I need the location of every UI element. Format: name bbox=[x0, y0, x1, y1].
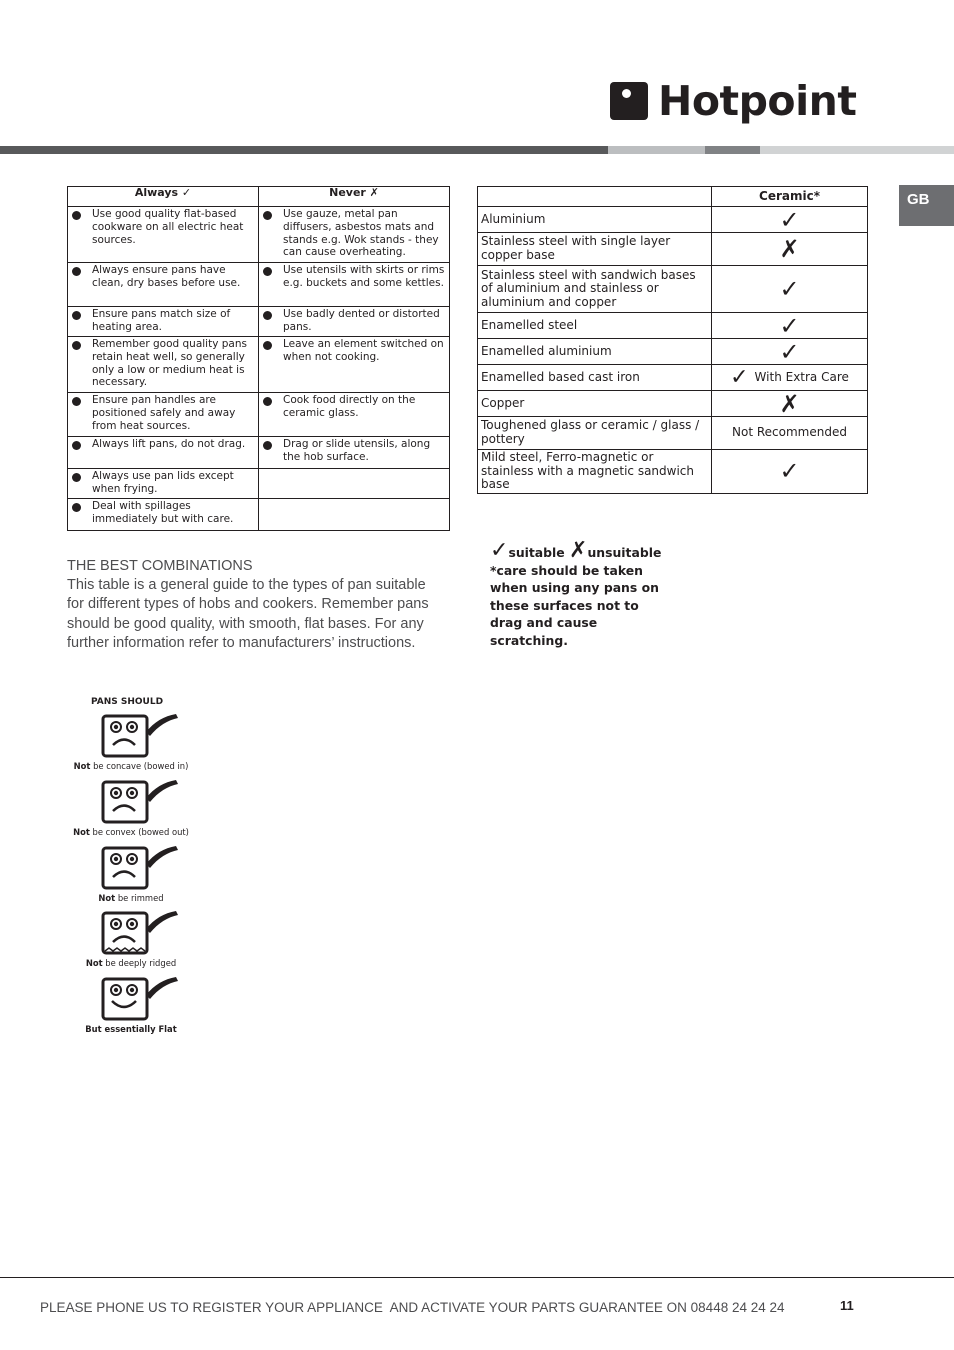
page-number: 11 bbox=[840, 1298, 854, 1313]
material-name: Enamelled based cast iron bbox=[478, 365, 712, 391]
bullet-icon bbox=[68, 470, 92, 496]
check-icon: ✓ bbox=[779, 457, 800, 486]
bullet-icon bbox=[68, 500, 92, 526]
legend bbox=[490, 538, 670, 649]
never-header: Never ✗ bbox=[259, 187, 450, 207]
always-item: Ensure pan handles are positioned safely and away from heat sources. bbox=[92, 394, 236, 432]
table-row bbox=[68, 307, 450, 337]
always-item: Always use pan lids except when frying. bbox=[92, 470, 234, 495]
material-name: Enamelled aluminium bbox=[478, 339, 712, 365]
bullet-icon bbox=[259, 208, 283, 259]
header-stripe bbox=[0, 146, 954, 154]
never-item: Use gauze, metal pan diffusers, asbestos mats and stands e.g. Wok stands - they can cause overheating. bbox=[283, 208, 439, 259]
check-icon: ✓ bbox=[779, 205, 800, 234]
always-item: Deal with spillages immediately but with care. bbox=[92, 500, 234, 525]
bullet-icon bbox=[68, 308, 92, 334]
check-icon: ✓ bbox=[779, 311, 800, 340]
material-name: Enamelled steel bbox=[478, 313, 712, 339]
bullet-icon bbox=[259, 264, 283, 290]
table-row bbox=[68, 437, 450, 469]
pan-rimmed: Not be rimmed bbox=[60, 842, 202, 903]
table-row bbox=[478, 313, 868, 339]
care-note: With Extra Care bbox=[754, 369, 849, 384]
always-item: Use good quality flat-based cookware on all electric heat sources. bbox=[92, 208, 244, 246]
material-name: Toughened glass or ceramic / glass / pottery bbox=[478, 417, 712, 450]
table-row bbox=[478, 233, 868, 266]
ceramic-header: Ceramic* bbox=[712, 187, 868, 207]
check-icon: ✓ bbox=[779, 275, 800, 303]
ceramic-suitability-table bbox=[477, 186, 868, 494]
bullet-icon bbox=[68, 208, 92, 246]
not-recommended-text: Not Recommended bbox=[732, 425, 847, 440]
sad-pan-icon bbox=[100, 842, 180, 892]
never-item: Use badly dented or distorted pans. bbox=[283, 308, 440, 333]
never-item: Use utensils with skirts or rims e.g. buckets and some kettles. bbox=[283, 264, 445, 289]
bullet-icon bbox=[259, 308, 283, 334]
table-row bbox=[478, 365, 868, 391]
material-name: Stainless steel with sandwich bases of aluminium and stainless or aluminium and copper bbox=[478, 266, 712, 313]
table-row bbox=[68, 499, 450, 531]
table-row bbox=[478, 207, 868, 233]
material-name: Aluminium bbox=[478, 207, 712, 233]
cross-icon: ✗ bbox=[779, 235, 800, 263]
never-item: Cook food directly on the ceramic glass. bbox=[283, 394, 416, 419]
happy-pan-icon bbox=[100, 973, 180, 1023]
check-icon: ✓ bbox=[779, 337, 800, 366]
bullet-icon bbox=[68, 264, 92, 290]
hotpoint-logo bbox=[610, 76, 856, 126]
always-item: Always lift pans, do not drag. bbox=[92, 438, 246, 450]
table-row bbox=[478, 391, 868, 417]
table-row bbox=[68, 469, 450, 499]
bullet-icon bbox=[259, 394, 283, 420]
footer-divider bbox=[0, 1277, 954, 1278]
always-never-table bbox=[67, 186, 450, 531]
table-row bbox=[478, 450, 868, 494]
bullet-icon bbox=[259, 438, 283, 464]
pan-convex: Not be convex (bowed out) bbox=[60, 776, 202, 837]
table-row bbox=[478, 266, 868, 313]
language-tab: GB bbox=[899, 185, 954, 226]
legend-suitable: suitable bbox=[508, 545, 565, 560]
always-header: Always ✓ bbox=[68, 187, 259, 207]
table-row bbox=[478, 417, 868, 450]
section-title: THE BEST COMBINATIONS bbox=[67, 558, 253, 574]
section-body: This table is a general guide to the types of pan suitable for different types of hobs and cookers. Remember pans should be good quality, with smooth, flat bases. For any further information refer to manufacturers’ instructions. bbox=[67, 577, 429, 651]
bullet-icon bbox=[68, 338, 92, 389]
table-row bbox=[68, 393, 450, 437]
legend-unsuitable: unsuitable bbox=[587, 545, 662, 560]
sad-pan-icon bbox=[100, 907, 180, 957]
cross-icon: ✗ bbox=[569, 538, 588, 563]
bullet-icon bbox=[68, 394, 92, 432]
never-item: Drag or slide utensils, along the hob surface. bbox=[283, 438, 431, 463]
bullet-icon bbox=[259, 338, 283, 364]
material-name: Copper bbox=[478, 391, 712, 417]
sad-pan-icon bbox=[100, 710, 180, 760]
pans-title: PANS SHOULD bbox=[91, 697, 164, 707]
check-icon: ✓ bbox=[730, 364, 749, 390]
material-name: Mild steel, Ferro-magnetic or stainless with a magnetic sandwich base bbox=[478, 450, 712, 494]
always-item: Always ensure pans have clean, dry bases before use. bbox=[92, 264, 241, 289]
table-row bbox=[68, 337, 450, 393]
pan-concave: Not be concave (bowed in) bbox=[60, 710, 202, 771]
bullet-icon bbox=[68, 438, 92, 451]
legend-note: *care should be taken when using any pans on these surfaces not to drag and cause scratching. bbox=[490, 562, 659, 648]
table-row bbox=[478, 339, 868, 365]
pan-flat: But essentially Flat bbox=[60, 973, 202, 1034]
check-icon: ✓ bbox=[490, 538, 509, 563]
material-name: Stainless steel with single layer copper base bbox=[478, 233, 712, 266]
cross-icon: ✗ bbox=[779, 389, 800, 418]
logo-mark-icon bbox=[610, 82, 648, 120]
best-combinations bbox=[67, 557, 442, 653]
always-item: Remember good quality pans retain heat well, so generally only a low or medium heat is necessary. bbox=[92, 338, 247, 389]
never-item: Leave an element switched on when not cooking. bbox=[283, 338, 444, 363]
logo-text: Hotpoint bbox=[658, 76, 857, 125]
footer-text: PLEASE PHONE US TO REGISTER YOUR APPLIANCE AND ACTIVATE YOUR PARTS GUARANTEE ON 08448 24 24 24 bbox=[40, 1300, 785, 1315]
table-row bbox=[68, 263, 450, 307]
table-row bbox=[68, 207, 450, 263]
pan-ridged: Not be deeply ridged bbox=[60, 907, 202, 968]
sad-pan-icon bbox=[100, 776, 180, 826]
always-item: Ensure pans match size of heating area. bbox=[92, 308, 231, 333]
